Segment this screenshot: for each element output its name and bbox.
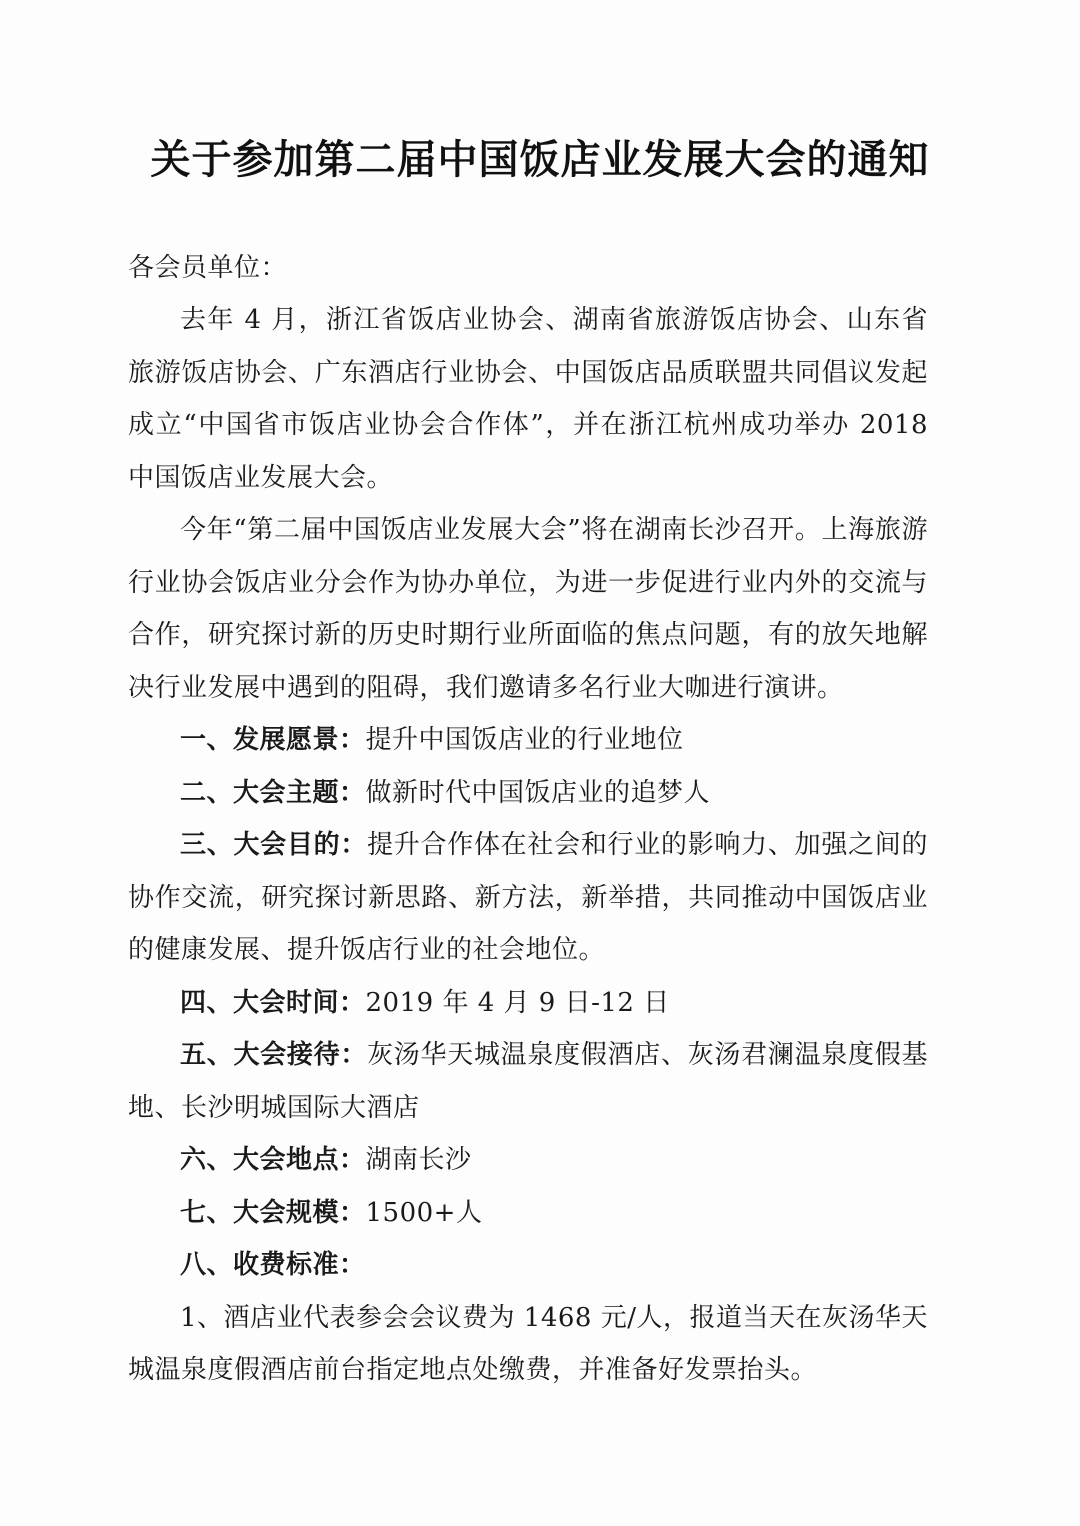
- paragraph-conference: 今年“第二届中国饭店业发展大会”将在湖南长沙召开。上海旅游行业协会饭店业分会作为协办单位，为进一步促进行业内外的交流与合作，研究探讨新的历史时期行业所面临的焦点问题，有的放矢地解决行业发展中遇到的阻碍，我们邀请多名行业大咖进行演讲。: [128, 515, 928, 703]
- item-location: [128, 1134, 928, 1187]
- item-text: 提升中国饭店业的行业地位: [365, 725, 684, 755]
- paragraph-fee-1: 1、酒店业代表参会会议费为 1468 元/人，报道当天在灰汤华天城温泉度假酒店前台指定地点处缴费，并准备好发票抬头。: [128, 1302, 928, 1385]
- paragraph-intro: 去年 4 月，浙江省饭店业协会、湖南省旅游饭店协会、山东省旅游饭店协会、广东酒店行业协会、中国饭店品质联盟共同倡议发起成立“中国省市饭店业协会合作体”，并在浙江杭州成功举办 2018 中国饭店业发展大会。: [128, 305, 928, 493]
- item-text: 提升合作体在社会和行业的影响力、加强之间的协作交流，研究探讨新思路、新方法，新举措，共同推动中国饭店业的健康发展、提升饭店行业的社会地位。: [128, 830, 928, 965]
- item-vision: [128, 714, 928, 767]
- item-text: 灰汤华天城温泉度假酒店、灰汤君澜温泉度假基地、长沙明城国际大酒店: [128, 1040, 928, 1123]
- item-label: 一、发展愿景：: [180, 725, 366, 755]
- item-text: 1500+人: [365, 1197, 483, 1228]
- item-scale: [128, 1187, 928, 1240]
- item-purpose: [128, 819, 928, 977]
- item-fees: [128, 1239, 928, 1292]
- document-title: 关于参加第二届中国饭店业发展大会的通知: [150, 137, 930, 183]
- item-theme: [128, 767, 928, 820]
- item-label: 四、大会时间：: [180, 987, 366, 1018]
- item-label: 七、大会规模：: [180, 1197, 366, 1228]
- item-label: 五、大会接待：: [180, 1040, 368, 1070]
- item-text: 2019 年 4 月 9 日-12 日: [365, 987, 670, 1018]
- item-label: 二、大会主题：: [180, 777, 366, 808]
- item-text: 做新时代中国饭店业的追梦人: [365, 777, 711, 808]
- document-body: [128, 294, 928, 1397]
- salutation: 各会员单位：: [128, 253, 288, 283]
- item-hosting: [128, 1029, 928, 1134]
- item-label: 三、大会目的：: [180, 830, 368, 860]
- item-label: 八、收费标准：: [180, 1250, 366, 1280]
- item-label: 六、大会地点：: [180, 1145, 366, 1175]
- item-time: [128, 977, 928, 1030]
- item-text: 湖南长沙: [365, 1145, 472, 1175]
